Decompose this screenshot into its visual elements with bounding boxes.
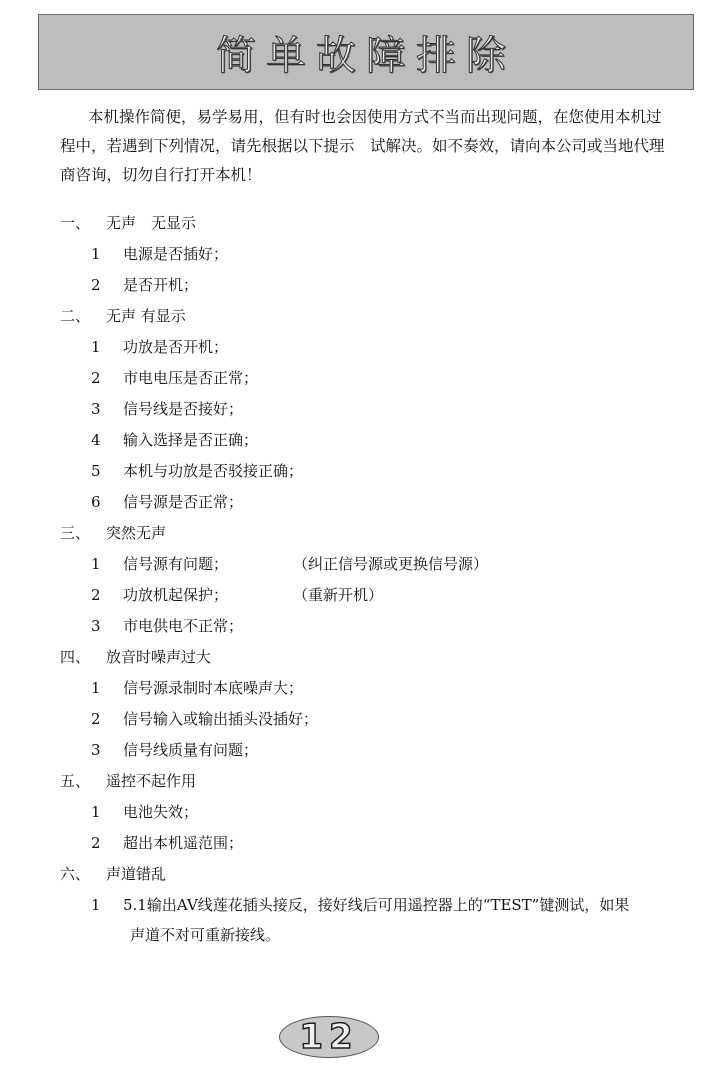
item-fix-note: （重新开机）	[293, 586, 384, 604]
item-text: 信号线是否接好；	[123, 400, 244, 418]
item-text: 是否开机；	[123, 276, 199, 294]
list-item	[91, 239, 228, 269]
page-number-badge	[279, 1016, 379, 1058]
section-number: 三、	[60, 524, 91, 542]
section-title: 无声 无显示	[106, 214, 197, 232]
section-title: 突然无声	[106, 524, 167, 542]
page-number: 12	[299, 1017, 359, 1057]
item-text: 超出本机遥范围；	[123, 834, 244, 852]
list-item	[91, 828, 243, 858]
section-heading	[60, 301, 186, 331]
list-item	[91, 363, 258, 393]
list-item	[91, 425, 258, 455]
section-title: 无声 有显示	[106, 307, 186, 325]
item-number: 2	[91, 276, 101, 294]
item-text: 功放机起保护；	[123, 586, 229, 604]
item-number: 5	[91, 462, 101, 480]
item-number: 1	[91, 338, 101, 356]
item-number: 2	[91, 369, 101, 387]
section-title: 声道错乱	[106, 865, 167, 883]
item-number: 2	[91, 586, 101, 604]
item-text: 信号输入或输出插头没插好；	[123, 710, 319, 728]
list-item	[91, 456, 303, 486]
item-text: 市电电压是否正常；	[123, 369, 259, 387]
item-number: 3	[91, 741, 101, 759]
item-text: 市电供电不正常；	[123, 617, 244, 635]
item-fix-note: （纠正信号源或更换信号源）	[293, 555, 489, 573]
section-number: 五、	[60, 772, 91, 790]
section-heading	[60, 642, 211, 672]
section-number: 四、	[60, 648, 91, 666]
list-item	[91, 270, 198, 300]
item-text: 功放是否开机；	[123, 338, 229, 356]
item-text: 输入选择是否正确；	[123, 431, 259, 449]
item-number: 6	[91, 493, 101, 511]
item-number: 2	[91, 710, 101, 728]
intro-paragraph: 本机操作简便，易学易用，但有时也会因使用方式不当而出现问题，在您使用本机过程中，若遇到下列情况，请先根据以下提示 试解决。如不奏效，请向本公司或当地代理商咨询，切勿自行打开本机！	[60, 108, 665, 184]
item-number: 3	[91, 400, 101, 418]
section-heading	[60, 766, 196, 796]
list-item	[91, 611, 243, 641]
item-number: 2	[91, 834, 101, 852]
item-text: 信号源有问题；	[123, 555, 229, 573]
list-item	[91, 797, 198, 827]
section-title: 遥控不起作用	[106, 772, 197, 790]
list-item	[91, 673, 303, 703]
list-item	[91, 487, 243, 517]
section-heading	[60, 859, 166, 889]
list-item	[91, 890, 695, 952]
list-item	[91, 704, 318, 734]
section-number: 六、	[60, 865, 91, 883]
item-text: 5.1输出AV线莲花插头接反，接好线后可用遥控器上的“TEST”键测试，如果	[123, 896, 630, 914]
section-heading	[60, 518, 166, 548]
item-number: 1	[91, 679, 101, 697]
list-item	[91, 332, 228, 362]
item-number: 1	[91, 803, 101, 821]
list-item	[91, 549, 489, 579]
list-item	[91, 735, 258, 765]
section-heading	[60, 208, 196, 238]
item-number: 3	[91, 617, 101, 635]
item-number: 1	[91, 245, 101, 263]
section-number: 一、	[60, 214, 91, 232]
item-number: 1	[91, 896, 101, 914]
item-text: 信号源是否正常；	[123, 493, 244, 511]
list-item	[91, 580, 384, 610]
list-item	[91, 394, 243, 424]
title-banner	[38, 14, 694, 90]
item-number: 4	[91, 431, 101, 449]
page-title: 简单故障排除	[216, 32, 516, 79]
item-text-continued: 声道不对可重新接线。	[130, 926, 281, 944]
item-text: 信号线质量有问题；	[123, 741, 259, 759]
item-text: 信号源录制时本底噪声大；	[123, 679, 304, 697]
item-text: 电池失效；	[123, 803, 199, 821]
section-title: 放音时噪声过大	[106, 648, 212, 666]
section-number: 二、	[60, 307, 91, 325]
item-number: 1	[91, 555, 101, 573]
item-text: 电源是否插好；	[123, 245, 229, 263]
item-text: 本机与功放是否驳接正确；	[123, 462, 304, 480]
